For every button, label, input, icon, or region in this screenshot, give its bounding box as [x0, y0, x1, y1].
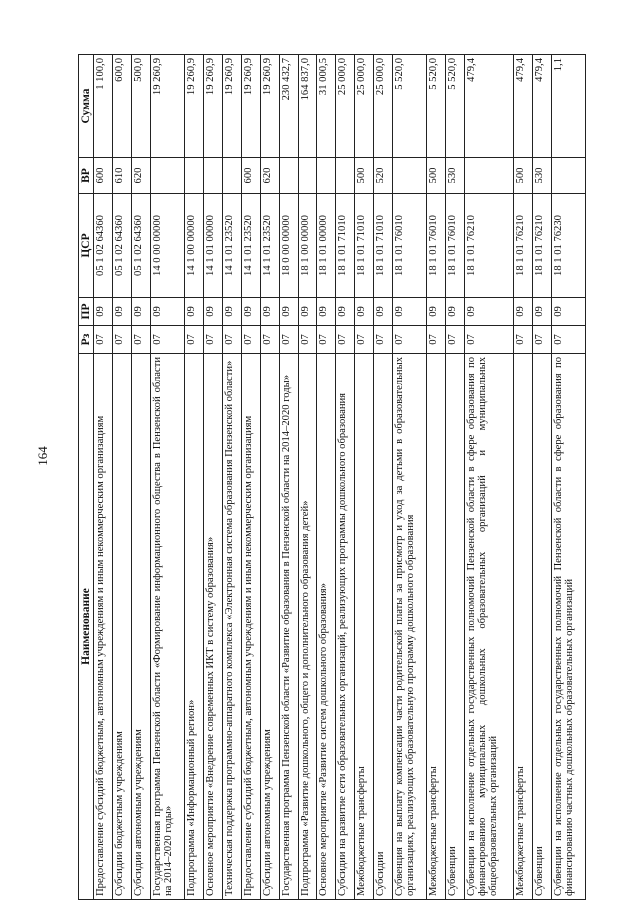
- budget-table: [78, 54, 586, 900]
- cell-csr: 14 1 00 00000: [184, 194, 203, 298]
- cell-pr: 09: [241, 298, 260, 326]
- cell-rz: 07: [203, 326, 222, 354]
- cell-sum: 479,4: [532, 55, 551, 158]
- cell-csr: 18 1 01 76010: [393, 194, 427, 298]
- cell-sum: 479,4: [513, 55, 532, 158]
- cell-pr: 09: [551, 298, 585, 326]
- table-row: [298, 55, 317, 900]
- table-row: [222, 55, 241, 900]
- cell-name: Субсидии бюджетным учреждениям: [113, 354, 132, 900]
- cell-pr: 09: [131, 298, 150, 326]
- table-row: [94, 55, 113, 900]
- cell-pr: 09: [222, 298, 241, 326]
- cell-name: Государственная программа Пензенской области «Развитие образования в Пензенской области на 2014–2020 годы»: [279, 354, 298, 900]
- table-row: [532, 55, 551, 900]
- cell-csr: 18 1 00 00000: [298, 194, 317, 298]
- cell-rz: 07: [317, 326, 336, 354]
- cell-vr: 530: [446, 158, 465, 194]
- table-row: [150, 55, 184, 900]
- cell-csr: 18 1 01 76010: [427, 194, 446, 298]
- cell-rz: 07: [222, 326, 241, 354]
- cell-vr: [150, 158, 184, 194]
- cell-sum: 230 432,7: [279, 55, 298, 158]
- cell-rz: 07: [113, 326, 132, 354]
- cell-name: Субсидии на развитие сети образовательных организаций, реализующих программы дошкольного образования: [336, 354, 355, 900]
- cell-csr: 14 1 01 23520: [241, 194, 260, 298]
- header-csr: ЦСР: [79, 194, 94, 298]
- cell-vr: 520: [374, 158, 393, 194]
- cell-sum: 19 260,9: [241, 55, 260, 158]
- cell-pr: 09: [298, 298, 317, 326]
- cell-sum: 19 260,9: [184, 55, 203, 158]
- page-number: 164: [35, 446, 50, 466]
- cell-vr: 620: [131, 158, 150, 194]
- header-rz: Рз: [79, 326, 94, 354]
- table-row: [393, 55, 427, 900]
- cell-csr: 14 0 00 00000: [150, 194, 184, 298]
- table-row: [317, 55, 336, 900]
- cell-name: Техническая поддержка программно-аппаратного комплекса «Электронная система образования Пензенской области»: [222, 354, 241, 900]
- cell-rz: 07: [298, 326, 317, 354]
- cell-vr: [317, 158, 336, 194]
- cell-name: Основное мероприятие «Внедрение современных ИКТ в систему образования»: [203, 354, 222, 900]
- cell-pr: 09: [374, 298, 393, 326]
- table-body: [94, 55, 586, 900]
- table-row: [427, 55, 446, 900]
- table-row: [279, 55, 298, 900]
- cell-name: Подпрограмма «Развитие дошкольного, общего и дополнительного образования детей»: [298, 354, 317, 900]
- cell-rz: 07: [184, 326, 203, 354]
- cell-rz: 07: [532, 326, 551, 354]
- cell-sum: 600,0: [113, 55, 132, 158]
- cell-name: Подпрограмма «Информационный регион»: [184, 354, 203, 900]
- cell-vr: 500: [355, 158, 374, 194]
- cell-csr: 18 1 01 71010: [355, 194, 374, 298]
- cell-sum: 19 260,9: [260, 55, 279, 158]
- table-row: [260, 55, 279, 900]
- cell-rz: 07: [336, 326, 355, 354]
- cell-csr: 18 1 01 71010: [336, 194, 355, 298]
- cell-pr: 09: [184, 298, 203, 326]
- table-row: [551, 55, 585, 900]
- cell-csr: 05 1 02 64360: [113, 194, 132, 298]
- cell-csr: 14 1 01 23520: [260, 194, 279, 298]
- table-row: [513, 55, 532, 900]
- cell-rz: 07: [465, 326, 514, 354]
- cell-name: Субвенции на исполнение отдельных государственных полномочий Пензенской области в сфере образования по финансированию частных дошкольных образовательных организаций: [551, 354, 585, 900]
- cell-vr: 500: [427, 158, 446, 194]
- cell-rz: 07: [150, 326, 184, 354]
- cell-csr: 18 1 01 76210: [465, 194, 514, 298]
- cell-vr: [203, 158, 222, 194]
- cell-name: Субвенции: [446, 354, 465, 900]
- cell-sum: 5 520,0: [393, 55, 427, 158]
- cell-pr: 09: [94, 298, 113, 326]
- cell-pr: 09: [203, 298, 222, 326]
- cell-vr: [465, 158, 514, 194]
- table-row: [131, 55, 150, 900]
- cell-vr: 600: [94, 158, 113, 194]
- table-row: [465, 55, 514, 900]
- table-row: [446, 55, 465, 900]
- cell-csr: 18 1 01 76210: [513, 194, 532, 298]
- table-row: [113, 55, 132, 900]
- cell-csr: 18 1 01 76010: [446, 194, 465, 298]
- cell-pr: 09: [317, 298, 336, 326]
- cell-csr: 05 1 02 64360: [94, 194, 113, 298]
- cell-name: Государственная программа Пензенской области «Формирование информационного общества в Пензенской области на 2014–2020 годы»: [150, 354, 184, 900]
- cell-rz: 07: [427, 326, 446, 354]
- cell-sum: 31 000,5: [317, 55, 336, 158]
- cell-vr: 610: [113, 158, 132, 194]
- cell-pr: 09: [336, 298, 355, 326]
- cell-csr: 05 1 02 64360: [131, 194, 150, 298]
- cell-pr: 09: [393, 298, 427, 326]
- cell-rz: 07: [374, 326, 393, 354]
- cell-name: Субсидии автономным учреждениям: [260, 354, 279, 900]
- header-sum: Сумма: [79, 55, 94, 158]
- cell-pr: 09: [465, 298, 514, 326]
- cell-pr: 09: [150, 298, 184, 326]
- cell-vr: 620: [260, 158, 279, 194]
- cell-rz: 07: [131, 326, 150, 354]
- cell-vr: [222, 158, 241, 194]
- rotated-table-container: [78, 55, 586, 900]
- cell-name: Межбюджетные трансферты: [513, 354, 532, 900]
- cell-name: Субвенции на исполнение отдельных государственных полномочий Пензенской области в сфере образования по финансированию муниципальных дошкольных образовательных организаций и муниципальных общеобразовательных организаций: [465, 354, 514, 900]
- cell-sum: 25 000,0: [336, 55, 355, 158]
- cell-csr: 18 0 00 00000: [279, 194, 298, 298]
- cell-csr: 14 1 01 23520: [222, 194, 241, 298]
- cell-sum: 25 000,0: [355, 55, 374, 158]
- table-row: [355, 55, 374, 900]
- cell-csr: 18 1 01 76230: [551, 194, 585, 298]
- cell-sum: 5 520,0: [427, 55, 446, 158]
- cell-sum: 1,1: [551, 55, 585, 158]
- cell-name: Межбюджетные трансферты: [427, 354, 446, 900]
- cell-name: Субвенция на выплату компенсации части родительской платы за присмотр и уход за детьми в образовательных организациях, реализующих образовательную программу дошкольного образования: [393, 354, 427, 900]
- cell-sum: 164 837,0: [298, 55, 317, 158]
- cell-name: Субсидии: [374, 354, 393, 900]
- cell-csr: 18 1 01 00000: [317, 194, 336, 298]
- table-row: [374, 55, 393, 900]
- cell-sum: 19 260,9: [150, 55, 184, 158]
- cell-sum: 479,4: [465, 55, 514, 158]
- table-header-row: [79, 55, 94, 900]
- header-name: Наименование: [79, 354, 94, 900]
- cell-rz: 07: [241, 326, 260, 354]
- cell-pr: 09: [260, 298, 279, 326]
- cell-rz: 07: [260, 326, 279, 354]
- cell-vr: 500: [513, 158, 532, 194]
- cell-csr: 14 1 01 00000: [203, 194, 222, 298]
- cell-vr: [551, 158, 585, 194]
- cell-rz: 07: [446, 326, 465, 354]
- cell-pr: 09: [446, 298, 465, 326]
- cell-pr: 09: [427, 298, 446, 326]
- table-row: [184, 55, 203, 900]
- cell-name: Субсидии автономным учреждениям: [131, 354, 150, 900]
- cell-vr: [279, 158, 298, 194]
- cell-pr: 09: [532, 298, 551, 326]
- cell-pr: 09: [355, 298, 374, 326]
- cell-vr: 530: [532, 158, 551, 194]
- table-row: [336, 55, 355, 900]
- cell-name: Основное мероприятие «Развитие систем дошкольного образования»: [317, 354, 336, 900]
- cell-vr: [336, 158, 355, 194]
- cell-rz: 07: [94, 326, 113, 354]
- cell-sum: 19 260,9: [222, 55, 241, 158]
- cell-sum: 1 100,0: [94, 55, 113, 158]
- cell-sum: 500,0: [131, 55, 150, 158]
- header-vr: ВР: [79, 158, 94, 194]
- cell-vr: 600: [241, 158, 260, 194]
- header-pr: ПР: [79, 298, 94, 326]
- cell-rz: 07: [393, 326, 427, 354]
- cell-sum: 5 520,0: [446, 55, 465, 158]
- cell-name: Предоставление субсидий бюджетным, автономным учреждениям и иным некоммерческим организациям: [94, 354, 113, 900]
- cell-pr: 09: [513, 298, 532, 326]
- cell-name: Межбюджетные трансферты: [355, 354, 374, 900]
- cell-rz: 07: [279, 326, 298, 354]
- cell-pr: 09: [113, 298, 132, 326]
- cell-csr: 18 1 01 71010: [374, 194, 393, 298]
- cell-vr: [298, 158, 317, 194]
- cell-rz: 07: [355, 326, 374, 354]
- cell-pr: 09: [279, 298, 298, 326]
- cell-rz: 07: [513, 326, 532, 354]
- cell-name: Предоставление субсидий бюджетным, автономным учреждениям и иным некоммерческим организациям: [241, 354, 260, 900]
- cell-vr: [393, 158, 427, 194]
- cell-csr: 18 1 01 76210: [532, 194, 551, 298]
- cell-sum: 25 000,0: [374, 55, 393, 158]
- table-row: [241, 55, 260, 900]
- cell-name: Субвенции: [532, 354, 551, 900]
- table-row: [203, 55, 222, 900]
- cell-sum: 19 260,9: [203, 55, 222, 158]
- cell-vr: [184, 158, 203, 194]
- cell-rz: 07: [551, 326, 585, 354]
